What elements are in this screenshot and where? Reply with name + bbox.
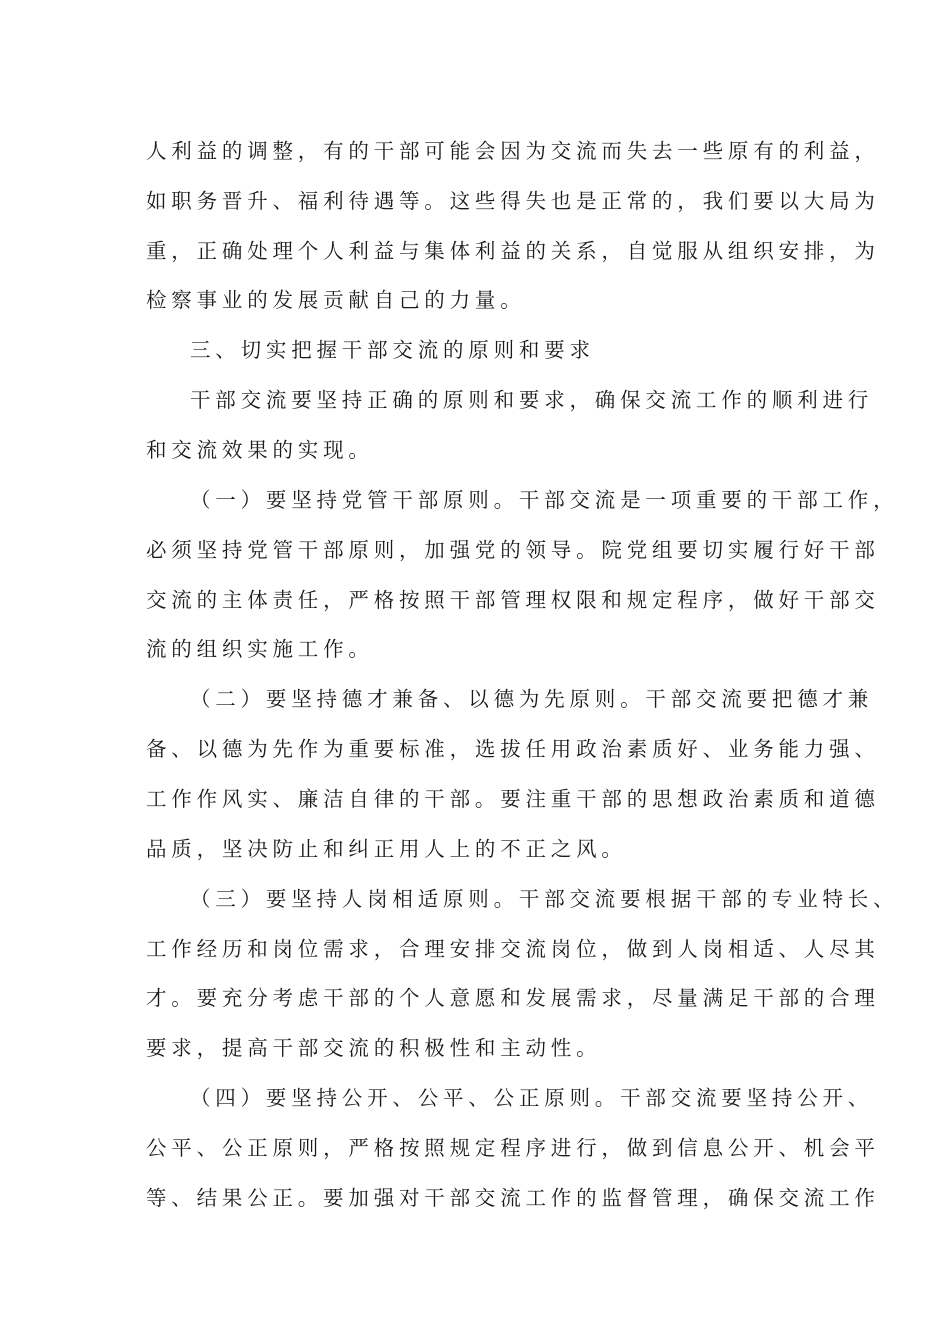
body-text-line: 流的组织实施工作。 (146, 637, 374, 661)
body-text-line: 重，正确处理个人利益与集体利益的关系，自觉服从组织安排，为 (146, 239, 880, 263)
paragraph-first-line: （二）要坚持德才兼备、以德为先原则。干部交流要把德才兼 (190, 687, 874, 711)
body-text-line: 检察事业的发展贡献自己的力量。 (146, 288, 526, 312)
body-text-line: 交流的主体责任，严格按照干部管理权限和规定程序，做好干部交 (146, 588, 880, 612)
body-text-line: 品质，坚决防止和纠正用人上的不正之风。 (146, 837, 627, 861)
body-text-line: 备、以德为先作为重要标准，选拔任用政治素质好、业务能力强、 (146, 737, 880, 761)
body-text-line: 必须坚持党管干部原则，加强党的领导。院党组要切实履行好干部 (146, 538, 880, 562)
body-text-line: 工作作风实、廉洁自律的干部。要注重干部的思想政治素质和道德 (146, 787, 880, 811)
body-text-line: 如职务晋升、福利待遇等。这些得失也是正常的，我们要以大局为 (146, 189, 880, 213)
body-text-line: 公平、公正原则，严格按照规定程序进行，做到信息公开、机会平 (146, 1136, 880, 1160)
body-text-line: 才。要充分考虑干部的个人意愿和发展需求，尽量满足干部的合理 (146, 986, 880, 1010)
body-text-line: 等、结果公正。要加强对干部交流工作的监督管理，确保交流工作 (146, 1186, 880, 1210)
body-text-line: 要求，提高干部交流的积极性和主动性。 (146, 1036, 602, 1060)
body-text-line: 工作经历和岗位需求，合理安排交流岗位，做到人岗相适、人尽其 (146, 937, 880, 961)
section-heading: 三、切实把握干部交流的原则和要求 (190, 338, 595, 362)
body-text-line: 和交流效果的实现。 (146, 438, 374, 462)
paragraph-first-line: （三）要坚持人岗相适原则。干部交流要根据干部的专业特长、 (190, 887, 899, 911)
paragraph-first-line: 干部交流要坚持正确的原则和要求，确保交流工作的顺利进行 (190, 388, 874, 412)
paragraph-first-line: （一）要坚持党管干部原则。干部交流是一项重要的干部工作， (190, 488, 899, 512)
body-text-line: 人利益的调整，有的干部可能会因为交流而失去一些原有的利益， (146, 139, 880, 163)
paragraph-first-line: （四）要坚持公开、公平、公正原则。干部交流要坚持公开、 (190, 1086, 874, 1110)
